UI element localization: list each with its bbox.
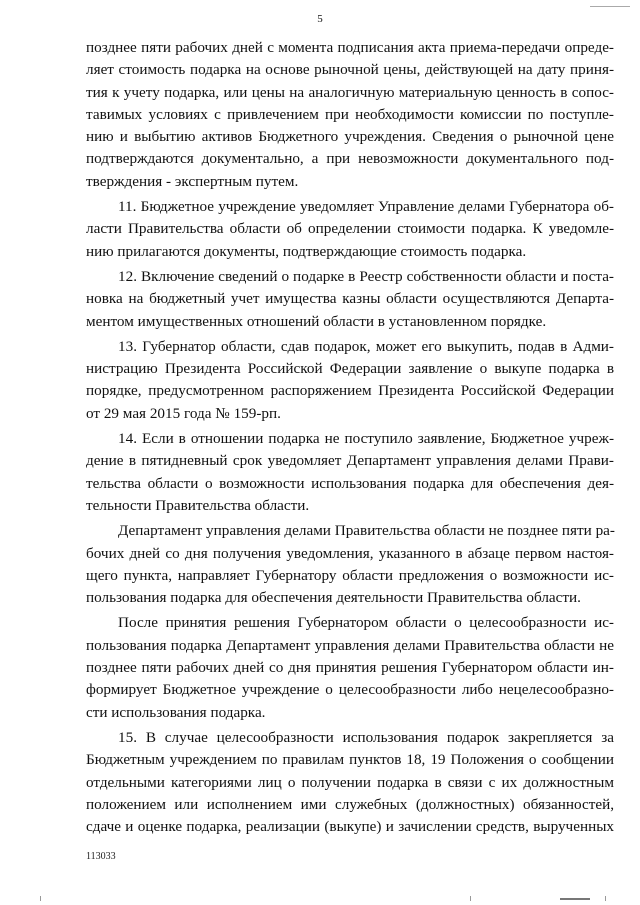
- text-line: порядке, предусмотренном распоряжением Президента Российской Федерации: [86, 382, 614, 400]
- text-line: 14. Если в отношении подарка не поступило заявление, Бюджетное учреж-: [118, 430, 614, 448]
- text-line: нию и выбытию активов Бюджетного учреждения. Сведения о рыночной цене: [86, 128, 614, 146]
- text-line: ляет стоимость подарка на основе рыночной цены, действующей на дату приня-: [86, 61, 614, 79]
- text-line: пользования подарка для обеспечения деятельности Правительства области.: [86, 589, 581, 607]
- text-line: ментом имущественных отношений области в установленном порядке.: [86, 312, 547, 330]
- scan-edge-mark: [590, 6, 630, 7]
- text-line: Департамент управления делами Правительства области не позднее пяти ра-: [118, 522, 615, 540]
- text-line: дение в пятидневный срок уведомляет Департамент управления делами Прави-: [86, 452, 614, 470]
- text-line: 15. В случае целесообразности использования подарок закрепляется за: [118, 728, 614, 746]
- text-line: сдаче и оценке подарка, реализации (выкупе) и зачислении средств, вырученных: [86, 818, 614, 836]
- text-line: нию прилагаются документы, подтверждающие стоимость подарка.: [86, 242, 527, 260]
- text-line: тельности Правительства области.: [86, 496, 310, 514]
- text-line: тельства области о возможности использования подарка для обеспечения дея-: [86, 474, 614, 492]
- text-line: отдельными категориями лиц о получении подарка в связи с их должностным: [86, 773, 614, 791]
- paragraph: [86, 428, 614, 517]
- text-line: 13. Губернатор области, сдав подарок, может его выкупить, подав в Адми-: [118, 337, 614, 355]
- text-line: положением или исполнением ими служебных (должностных) обязанностей,: [86, 795, 614, 813]
- text-line: подтверждаются документально, а при невозможности документального под-: [86, 150, 614, 168]
- document-code: 113033: [86, 851, 116, 862]
- scan-bottom-mark: [560, 898, 590, 900]
- text-line: формирует Бюджетное учреждение о целесообразности либо нецелесообразно-: [86, 681, 614, 699]
- text-line: щего пункта, направляет Губернатору области предложения о возможности ис-: [86, 566, 614, 584]
- text-line: позднее пяти рабочих дней с момента подписания акта приема-передачи опреде-: [86, 39, 614, 56]
- paragraph: [86, 336, 614, 425]
- text-line: новка на бюджетный учет имущества казны области осуществляются Департа-: [86, 290, 614, 308]
- scan-tick-mark: [470, 896, 471, 901]
- text-line: 11. Бюджетное учреждение уведомляет Управление делами Губернатора об-: [118, 198, 614, 216]
- paragraph: [86, 266, 614, 333]
- paragraph: [86, 612, 614, 723]
- text-line: пользования подарка Департамент управления делами Правительства области не: [86, 636, 614, 654]
- paragraph: [86, 727, 614, 838]
- text-line: тверждения - экспертным путем.: [86, 172, 299, 190]
- scan-tick-mark: [40, 896, 41, 901]
- text-line: Бюджетным учреждением по правилам пунктов 18, 19 Положения о сообщении: [86, 751, 614, 769]
- text-line: позднее пяти рабочих дней со дня принятия решения Губернатором области ин-: [86, 659, 614, 677]
- scan-tick-mark: [605, 896, 606, 901]
- text-line: сти использования подарка.: [86, 703, 266, 721]
- text-line: от 29 мая 2015 года № 159-рп.: [86, 404, 281, 422]
- text-line: 12. Включение сведений о подарке в Реестр собственности области и поста-: [118, 267, 614, 285]
- text-line: бочих дней со дня получения уведомления, указанного в абзаце первом настоя-: [86, 544, 614, 562]
- paragraph: [86, 37, 614, 193]
- document-body: [86, 37, 614, 841]
- paragraph: [86, 196, 614, 263]
- text-line: ласти Правительства области об определении стоимости подарка. К уведомле-: [86, 220, 614, 238]
- page-number: 5: [317, 13, 323, 25]
- text-line: тавимых условиях с привлечением при необходимости комиссии по поступле-: [86, 105, 614, 123]
- text-line: нистрацию Президента Российской Федерации заявление о выкупе подарка в: [86, 360, 614, 378]
- text-line: После принятия решения Губернатором области о целесообразности ис-: [118, 614, 614, 632]
- text-line: тия к учету подарка, или цены на аналогичную материальную ценность в сопос-: [86, 83, 614, 101]
- paragraph: [86, 520, 614, 609]
